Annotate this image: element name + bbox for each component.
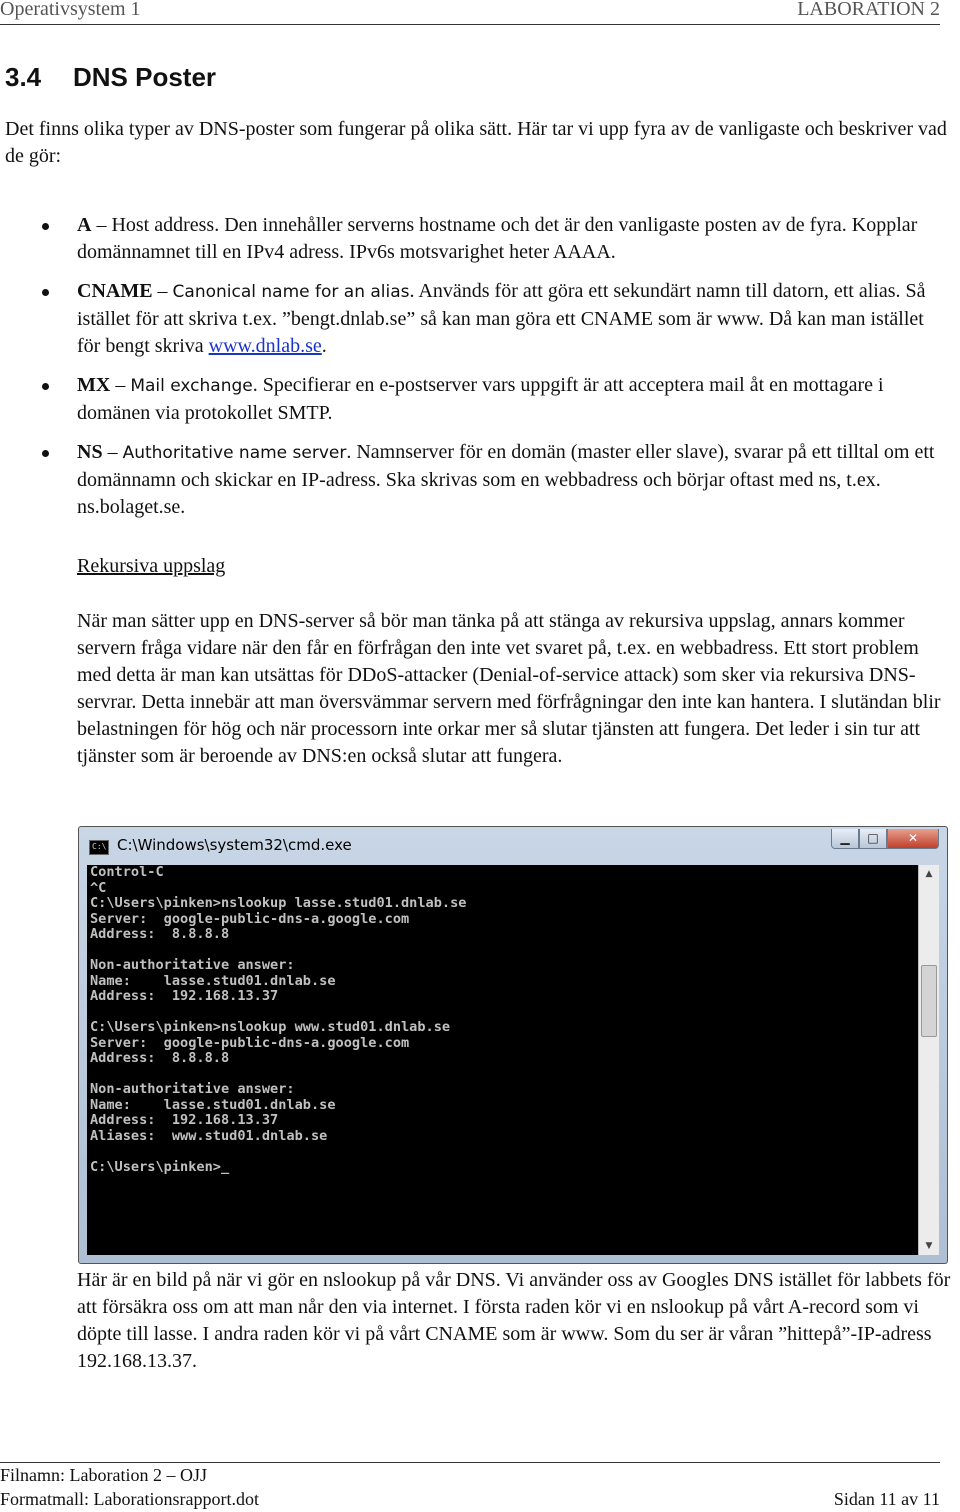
record-description: . Den innehåller serverns hostname och det är den vanligaste posten av de fyra. Kopplar domännamnet till en IPv4 adress. IPv6s motsvarighet heter AAAA. bbox=[77, 214, 918, 263]
minimize-button[interactable]: ▁ bbox=[831, 829, 859, 849]
list-item-mx-record bbox=[0, 372, 950, 427]
record-name: Host address bbox=[111, 214, 215, 236]
scroll-down-icon[interactable]: ▼ bbox=[925, 1241, 933, 1251]
screenshot-caption: Här är en bild på när vi gör en nslookup på vår DNS. Vi använder oss av Googles DNS istället för labbets för att försäkra oss om att man når den via internet. I första raden kör vi en nslookup på vårt A-record som vi döpte till lasse. I andra raden kör vi på vårt CNAME som är www. Som du ser är våran ”hittepå”-IP-adress 192.168.13.37. bbox=[77, 1269, 951, 1372]
maximize-button[interactable]: □ bbox=[859, 829, 887, 849]
bullet-icon bbox=[42, 289, 49, 296]
section-title: DNS Poster bbox=[73, 62, 217, 92]
record-description: . Används för att göra ett sekundärt namn till datorn, ett alias. Så istället för att skriva t.ex. ”bengt.dnlab.se” så kan man göra ett CNAME som är www. Då kan man istället för bengt skriva bbox=[77, 280, 926, 357]
dns-record-list bbox=[0, 212, 950, 533]
close-button[interactable]: ✕ bbox=[887, 829, 939, 849]
footer-template: Formatmall: Laborationsrapport.dot bbox=[0, 1489, 259, 1509]
record-description: . Specifierar en e-postserver vars uppgift är att acceptera mail åt en mottagare i domänen via protokollet SMTP. bbox=[77, 374, 884, 424]
list-item-cname-record bbox=[0, 278, 950, 360]
cmd-window-title: C:\Windows\system32\cmd.exe bbox=[117, 836, 352, 854]
header-course: Operativsystem 1 bbox=[0, 0, 141, 20]
scroll-up-icon[interactable]: ▲ bbox=[925, 869, 933, 879]
record-term: A bbox=[77, 214, 92, 236]
record-term: NS bbox=[77, 441, 103, 463]
footer-page-number: Sidan 11 av 11 bbox=[833, 1489, 940, 1509]
section-number: 3.4 bbox=[5, 62, 42, 92]
bullet-icon bbox=[42, 223, 49, 230]
record-dash: – bbox=[91, 214, 112, 236]
subheading-recursive: Rekursiva uppslag bbox=[77, 555, 226, 577]
footer-filename: Filnamn: Laboration 2 – OJJ bbox=[0, 1465, 207, 1485]
record-description-end: . bbox=[321, 335, 327, 357]
record-name: Canonical name for an alias bbox=[172, 282, 410, 302]
record-term: CNAME bbox=[77, 280, 153, 302]
record-term: MX bbox=[77, 374, 111, 396]
record-name: Mail exchange bbox=[130, 376, 253, 396]
cmd-window bbox=[78, 826, 948, 1264]
console-output[interactable] bbox=[87, 865, 919, 1255]
recursive-paragraph: När man sätter upp en DNS-server så bör man tänka på att stänga av rekursiva uppslag, annars kommer servern fråga vidare när den får en förfrågan den inte vet svaret på, t.ex. en webbadress. Ett stort problem med detta är man kan utsättas för DDoS-attacker (Denial-of-service attack) som sker via rekursiva DNS-servrar. Detta innebär att man översvämmar servern med förfrågningar den inte kan hantera. I slutändan blir belastningen för hög och när processorn inte orkar mer så slutar tjänsten att fungera. Det leder i sin tur att tjänster som är beroende av DNS:en också slutar att fungera. bbox=[77, 610, 941, 767]
header-lab: LABORATION 2 bbox=[797, 0, 940, 20]
record-name: Authoritative name server bbox=[122, 443, 347, 463]
record-dash: – bbox=[110, 374, 131, 396]
dnlab-link[interactable]: www.dnlab.se bbox=[208, 335, 322, 357]
scroll-thumb[interactable] bbox=[921, 965, 937, 1037]
list-item-ns-record bbox=[0, 439, 950, 521]
record-dash: – bbox=[152, 280, 173, 302]
bullet-icon bbox=[42, 383, 49, 390]
record-description: . Namnserver för en domän (master eller slave), svarar på ett tilltal om ett domännamn och skickar en IP-adress. Ska skrivas som en webbadress och börjar oftast med ns, t.ex. ns.bolaget.se. bbox=[77, 441, 935, 518]
cmd-app-icon[interactable] bbox=[89, 840, 109, 855]
console-text: Control-C ^C C:\Users\pinken>nslookup lasse.stud01.dnlab.se Server: google-public-dns-a.google.com Address: 8.8.8.8 Non-authoritative answer: Name: lasse.stud01.dnlab.se Address: 192.168.13.37 C:\Users\pinken>nslookup www.stud01.dnlab.se Server: google-public-dns-a.google.com Address: 8.8.8.8 Non-authoritative answer: Name: lasse.stud01.dnlab.se Address: 192.168.13.37 Aliases: www.stud01.dnlab.se C:\Users\pinken>_ bbox=[90, 865, 467, 1175]
record-dash: – bbox=[102, 441, 123, 463]
header-rule bbox=[0, 24, 940, 25]
cmd-app-icon-label: C:\ bbox=[92, 842, 107, 851]
vertical-scrollbar[interactable] bbox=[918, 865, 939, 1255]
footer-rule bbox=[0, 1462, 940, 1463]
cmd-titlebar[interactable] bbox=[79, 827, 947, 865]
list-item-a-record bbox=[0, 212, 950, 266]
intro-paragraph: Det finns olika typer av DNS-poster som fungerar på olika sätt. Här tar vi upp fyra av de vanligaste och beskriver vad de gör: bbox=[5, 118, 947, 167]
section-heading bbox=[5, 62, 216, 93]
bullet-icon bbox=[42, 450, 49, 457]
